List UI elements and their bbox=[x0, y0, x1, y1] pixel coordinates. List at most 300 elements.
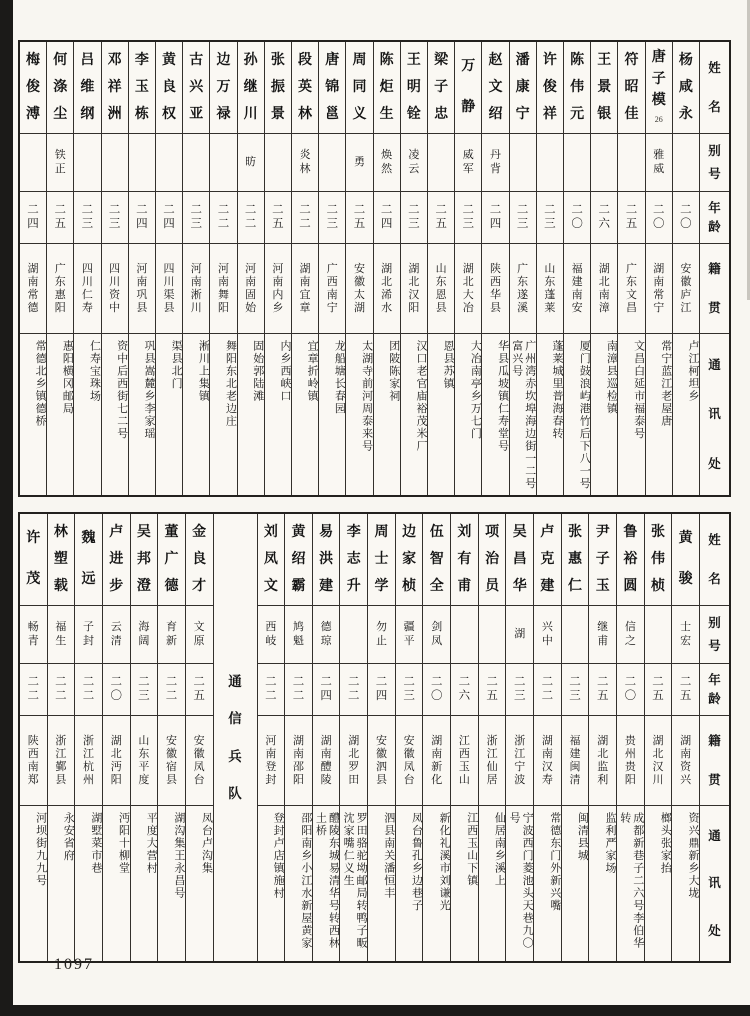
char: 金 bbox=[192, 524, 207, 540]
char: 琼 bbox=[320, 635, 332, 647]
char: 赵 bbox=[488, 52, 503, 68]
char: 二 bbox=[299, 218, 311, 230]
age-cell bbox=[479, 664, 506, 716]
char: 县 bbox=[163, 301, 175, 314]
char: 舞 bbox=[217, 288, 229, 301]
alias-cell bbox=[618, 134, 644, 192]
char: 兴 bbox=[680, 773, 692, 786]
char: 别 bbox=[708, 616, 721, 630]
address-cell bbox=[589, 806, 616, 961]
char: 凌 bbox=[408, 149, 420, 161]
address-cell bbox=[368, 806, 395, 961]
address-cell bbox=[672, 806, 699, 961]
char: 继 bbox=[597, 621, 609, 633]
char: 静 bbox=[461, 99, 476, 115]
char: 三 bbox=[81, 218, 94, 230]
char: 二 bbox=[193, 675, 205, 688]
native-place-cell bbox=[618, 244, 644, 334]
char: 江 bbox=[55, 747, 67, 760]
char: 二 bbox=[163, 203, 175, 216]
alias-cell bbox=[564, 134, 590, 192]
char: 文 bbox=[193, 621, 205, 633]
native-place-cell bbox=[156, 244, 182, 334]
char: 常 bbox=[653, 288, 665, 301]
alias-cell bbox=[374, 134, 400, 192]
char: 沔 bbox=[110, 760, 122, 773]
address-cell bbox=[482, 334, 508, 495]
char: 二 bbox=[652, 203, 665, 216]
char: 封 bbox=[265, 773, 277, 786]
char: 四 bbox=[375, 690, 388, 702]
char: 东 bbox=[54, 275, 66, 288]
char: 浙 bbox=[83, 734, 95, 747]
char: 俊 bbox=[542, 79, 557, 95]
alias-cell bbox=[646, 134, 672, 192]
char: 然 bbox=[381, 163, 393, 175]
address-cell bbox=[510, 334, 536, 495]
row-header-name bbox=[700, 514, 729, 606]
char: 裕 bbox=[623, 551, 638, 567]
char: 霸 bbox=[291, 578, 306, 594]
native-place-cell bbox=[158, 716, 185, 806]
char: 登 bbox=[265, 760, 277, 773]
name-cell bbox=[564, 42, 590, 134]
person-column bbox=[616, 514, 644, 961]
char: 湖 bbox=[652, 734, 664, 747]
char: 县 bbox=[375, 773, 387, 786]
char: 潘 bbox=[515, 52, 530, 68]
char: 茂 bbox=[26, 571, 41, 587]
char: 别 bbox=[708, 144, 721, 158]
alias-cell bbox=[482, 134, 508, 192]
char: 仁 bbox=[81, 288, 93, 301]
char: 清 bbox=[569, 773, 581, 786]
name-cell bbox=[158, 514, 185, 606]
char: 邓 bbox=[107, 52, 122, 68]
char: 州 bbox=[624, 747, 636, 760]
char: 子 bbox=[83, 621, 95, 633]
char: 章 bbox=[299, 301, 311, 314]
name-cell bbox=[20, 42, 46, 134]
address-text: 内乡西峡口 bbox=[278, 340, 291, 403]
char: 北 bbox=[110, 747, 122, 760]
alias-cell bbox=[47, 134, 73, 192]
char: 尹 bbox=[595, 524, 610, 540]
char: 县 bbox=[136, 301, 148, 314]
person-column bbox=[478, 514, 506, 961]
native-place-cell bbox=[510, 244, 536, 334]
alias-cell bbox=[129, 134, 155, 192]
char: 莱 bbox=[544, 301, 556, 314]
char: 二 bbox=[679, 675, 692, 688]
char: 正 bbox=[54, 163, 66, 175]
char: 二 bbox=[435, 203, 447, 216]
address-text: 恩县苏镇 bbox=[442, 340, 455, 390]
char: 罗 bbox=[348, 760, 360, 773]
char: 二 bbox=[265, 675, 277, 688]
char: 四 bbox=[163, 218, 175, 230]
name-cell bbox=[238, 42, 264, 134]
address-cell bbox=[102, 334, 128, 495]
char: 波 bbox=[514, 773, 526, 786]
char: 贵 bbox=[624, 734, 636, 747]
person-column bbox=[73, 42, 100, 495]
char: 平 bbox=[138, 760, 150, 773]
native-place-cell bbox=[20, 716, 47, 806]
name-cell bbox=[646, 42, 672, 134]
char: 凤 bbox=[263, 551, 278, 567]
age-cell bbox=[374, 192, 400, 244]
char: 三 bbox=[516, 218, 529, 230]
name-cell bbox=[186, 514, 213, 606]
char: 寿 bbox=[81, 301, 93, 314]
name-cell bbox=[47, 42, 73, 134]
char: 东 bbox=[435, 275, 447, 288]
char: 孙 bbox=[243, 52, 258, 68]
char: 徽 bbox=[353, 275, 365, 288]
person-column bbox=[157, 514, 185, 961]
address-cell bbox=[455, 334, 481, 495]
char: 安 bbox=[571, 301, 583, 314]
char: 学 bbox=[374, 578, 389, 594]
native-place-cell bbox=[617, 716, 644, 806]
age-cell bbox=[645, 664, 672, 716]
char: 江 bbox=[83, 747, 95, 760]
char: 栋 bbox=[134, 106, 149, 122]
address-cell bbox=[562, 806, 589, 961]
char: 魏 bbox=[81, 531, 96, 547]
age-cell bbox=[617, 664, 644, 716]
address-cell bbox=[265, 334, 291, 495]
address-cell bbox=[346, 334, 372, 495]
char: 湖 bbox=[598, 262, 610, 275]
char: 山 bbox=[138, 734, 150, 747]
char: 铁 bbox=[54, 149, 66, 161]
char: 西 bbox=[458, 747, 470, 760]
char: 二 bbox=[165, 690, 178, 702]
address-text: 南漳县巡检镇 bbox=[605, 340, 618, 415]
char: 宁 bbox=[326, 301, 338, 314]
char: 子 bbox=[595, 551, 610, 567]
address-text: 龙船塘长春园 bbox=[333, 340, 346, 415]
char: 田 bbox=[348, 773, 360, 786]
native-place-cell bbox=[506, 716, 533, 806]
age-cell bbox=[672, 664, 699, 716]
char: 刘 bbox=[457, 524, 472, 540]
char: 宁 bbox=[514, 760, 526, 773]
char: 广 bbox=[625, 262, 637, 275]
char: 边 bbox=[402, 524, 417, 540]
char: 二 bbox=[27, 690, 39, 702]
char: 银 bbox=[597, 106, 612, 122]
address-text: 泗县南关潘恒丰 bbox=[382, 812, 395, 900]
char: 湖 bbox=[431, 734, 443, 747]
char: 骏 bbox=[678, 571, 693, 587]
alias-cell bbox=[506, 606, 533, 664]
char: 县 bbox=[166, 773, 178, 786]
age-cell bbox=[129, 192, 155, 244]
person-column bbox=[672, 42, 699, 495]
age-cell bbox=[510, 192, 536, 244]
age-cell bbox=[340, 664, 367, 716]
native-place-cell bbox=[238, 244, 264, 334]
address-cell bbox=[428, 334, 454, 495]
address-text: 仁寿宝珠场 bbox=[88, 340, 101, 403]
char: 浙 bbox=[486, 734, 498, 747]
char: 湖 bbox=[27, 262, 39, 275]
char: 明 bbox=[406, 79, 421, 95]
char: 南 bbox=[320, 747, 332, 760]
char: 讯 bbox=[708, 407, 721, 422]
address-cell bbox=[129, 334, 155, 495]
char: 止 bbox=[375, 635, 387, 647]
char: 禄 bbox=[216, 106, 231, 122]
age-cell bbox=[20, 664, 47, 716]
address-cell bbox=[74, 334, 100, 495]
char: 南 bbox=[571, 288, 583, 301]
char: 文 bbox=[488, 79, 503, 95]
char: 凤 bbox=[193, 760, 205, 773]
char: 伍 bbox=[429, 524, 444, 540]
person-column bbox=[533, 514, 561, 961]
age-cell bbox=[401, 192, 427, 244]
address-cell bbox=[534, 806, 561, 961]
char: 祥 bbox=[107, 79, 122, 95]
char: 浙 bbox=[514, 734, 526, 747]
char: 二 bbox=[403, 675, 415, 688]
address-text: 固始郭陆滩 bbox=[251, 340, 264, 403]
char: 溪 bbox=[517, 301, 529, 314]
char: 南 bbox=[217, 275, 229, 288]
char: 李 bbox=[134, 52, 149, 68]
scan-edge-bottom bbox=[0, 1005, 750, 1016]
char: 遂 bbox=[517, 288, 529, 301]
person-column bbox=[590, 42, 617, 495]
char: 台 bbox=[193, 773, 205, 786]
address-text: 渠县北门 bbox=[170, 340, 183, 390]
char: 海 bbox=[138, 621, 150, 633]
char: 建 bbox=[319, 578, 334, 594]
age-cell bbox=[368, 664, 395, 716]
char: 子 bbox=[651, 71, 666, 87]
char: 县 bbox=[435, 301, 447, 314]
char: 炬 bbox=[379, 79, 394, 95]
char: 南 bbox=[265, 747, 277, 760]
name-cell bbox=[48, 514, 75, 606]
char: 杨 bbox=[678, 52, 693, 68]
char: 邦 bbox=[136, 551, 151, 567]
age-cell bbox=[258, 664, 285, 716]
char: 德 bbox=[27, 301, 39, 314]
alias-cell bbox=[423, 606, 450, 664]
address-cell bbox=[238, 334, 264, 495]
native-place-cell bbox=[537, 244, 563, 334]
alias-cell bbox=[368, 606, 395, 664]
person-column bbox=[130, 514, 158, 961]
age-cell bbox=[183, 192, 209, 244]
alias-cell bbox=[20, 134, 46, 192]
char: 维 bbox=[80, 79, 95, 95]
char: 邵 bbox=[292, 760, 304, 773]
char: 六 bbox=[598, 218, 611, 230]
address-text: 常宁蓝江老屋唐 bbox=[659, 340, 672, 428]
address-text: 常德北乡镇德桥 bbox=[34, 340, 47, 428]
char: 唐 bbox=[325, 52, 340, 68]
char: 三 bbox=[408, 218, 420, 230]
person-column bbox=[454, 42, 481, 495]
char: 西 bbox=[27, 747, 39, 760]
person-column bbox=[318, 42, 345, 495]
char: 邕 bbox=[325, 106, 340, 122]
char: 魁 bbox=[292, 635, 304, 647]
alias-cell bbox=[591, 134, 617, 192]
char: 易 bbox=[319, 524, 334, 540]
char: 西 bbox=[326, 275, 338, 288]
age-cell bbox=[158, 664, 185, 716]
alias-cell bbox=[102, 134, 128, 192]
char: 五 bbox=[435, 218, 447, 230]
address-text: 资中后西街七二号 bbox=[115, 340, 128, 440]
address-cell bbox=[479, 806, 506, 961]
char: 步 bbox=[109, 578, 124, 594]
char: 二 bbox=[54, 203, 66, 216]
char: 姓 bbox=[708, 60, 721, 75]
native-place-cell bbox=[131, 716, 158, 806]
char: 福 bbox=[569, 734, 581, 747]
name-cell bbox=[183, 42, 209, 134]
char: 二 bbox=[55, 690, 67, 702]
alias-cell bbox=[645, 606, 672, 664]
char: 五 bbox=[652, 690, 664, 702]
char: 湖 bbox=[381, 262, 393, 275]
char: 锦 bbox=[325, 79, 340, 95]
char: 二 bbox=[625, 203, 638, 216]
char: 黄 bbox=[162, 52, 177, 68]
person-column bbox=[588, 514, 616, 961]
char: 张 bbox=[651, 524, 666, 540]
native-place-cell bbox=[292, 244, 318, 334]
char: 陕 bbox=[489, 262, 501, 275]
char: 阳 bbox=[54, 301, 66, 314]
name-cell bbox=[537, 42, 563, 134]
char: 新 bbox=[166, 635, 178, 647]
char: 北 bbox=[597, 747, 609, 760]
address-cell bbox=[258, 806, 285, 961]
age-cell bbox=[506, 664, 533, 716]
native-place-cell bbox=[374, 244, 400, 334]
char: 澄 bbox=[136, 578, 151, 594]
person-column bbox=[20, 42, 46, 495]
char: 山 bbox=[435, 262, 447, 275]
char: 安 bbox=[193, 734, 205, 747]
char: 河 bbox=[245, 262, 257, 275]
char: 昉 bbox=[245, 156, 257, 168]
char: 万 bbox=[216, 79, 231, 95]
char: 号 bbox=[708, 638, 721, 653]
char: 李 bbox=[346, 524, 361, 540]
address-text: 湖墅菜市巷 bbox=[89, 812, 102, 875]
char: 汉 bbox=[652, 760, 664, 773]
row-header-age bbox=[700, 192, 729, 244]
char: 张 bbox=[568, 524, 583, 540]
char: 二 bbox=[110, 675, 122, 688]
char: 鲁 bbox=[623, 524, 638, 540]
char: 太 bbox=[353, 288, 365, 301]
native-place-cell bbox=[672, 716, 699, 806]
person-column bbox=[373, 42, 400, 495]
char: 水 bbox=[381, 301, 393, 314]
char: 玉 bbox=[134, 79, 149, 95]
char: 北 bbox=[408, 275, 420, 288]
char: 河 bbox=[136, 262, 148, 275]
person-column bbox=[101, 42, 128, 495]
char: 浠 bbox=[381, 288, 393, 301]
alias-cell bbox=[75, 606, 102, 664]
char: 南 bbox=[653, 275, 665, 288]
address-text: 沔阳十柳堂 bbox=[117, 812, 130, 875]
char: 咸 bbox=[678, 79, 693, 95]
char: 二 bbox=[462, 203, 475, 216]
char: 〇 bbox=[110, 690, 122, 702]
name-cell bbox=[617, 514, 644, 606]
char: 塑 bbox=[53, 551, 68, 567]
char: 鄞 bbox=[55, 760, 67, 773]
char: 徽 bbox=[166, 747, 178, 760]
age-cell bbox=[591, 192, 617, 244]
name-cell bbox=[258, 514, 285, 606]
row-header-address bbox=[700, 334, 729, 495]
char: 焕 bbox=[381, 149, 393, 161]
char: 二 bbox=[82, 690, 95, 702]
char: 二 bbox=[326, 203, 338, 216]
alias-cell bbox=[396, 606, 423, 664]
age-cell bbox=[537, 192, 563, 244]
char: 郑 bbox=[27, 773, 39, 786]
native-place-cell bbox=[74, 244, 100, 334]
name-cell bbox=[591, 42, 617, 134]
address-cell bbox=[673, 334, 699, 495]
char: 纲 bbox=[80, 106, 95, 122]
char: 桢 bbox=[651, 578, 666, 594]
native-place-cell bbox=[455, 244, 481, 334]
address-cell bbox=[646, 334, 672, 495]
char: 背 bbox=[489, 163, 501, 175]
char: 四 bbox=[109, 262, 121, 275]
address-text: 宁波西门菱池头天巷九〇号 bbox=[508, 812, 534, 950]
char: 威 bbox=[462, 149, 474, 161]
person-column bbox=[339, 514, 367, 961]
native-place-cell bbox=[210, 244, 236, 334]
char: 忠 bbox=[434, 106, 449, 122]
char: 庐 bbox=[680, 288, 692, 301]
section-divider-column bbox=[213, 514, 257, 961]
char: 二 bbox=[27, 675, 39, 688]
char: 北 bbox=[598, 275, 610, 288]
char: 二 bbox=[244, 218, 257, 230]
char: 景 bbox=[597, 79, 612, 95]
native-place-cell bbox=[646, 244, 672, 334]
age-cell bbox=[238, 192, 264, 244]
char: 名 bbox=[708, 572, 721, 586]
native-place-cell bbox=[285, 716, 312, 806]
char: 惠 bbox=[568, 551, 583, 567]
address-text: 太湖寺前河周泰来号 bbox=[360, 340, 373, 453]
alias-cell bbox=[74, 134, 100, 192]
char: 梁 bbox=[434, 52, 449, 68]
char: 陕 bbox=[27, 734, 39, 747]
char: 湖 bbox=[299, 262, 311, 275]
native-place-cell bbox=[591, 244, 617, 334]
